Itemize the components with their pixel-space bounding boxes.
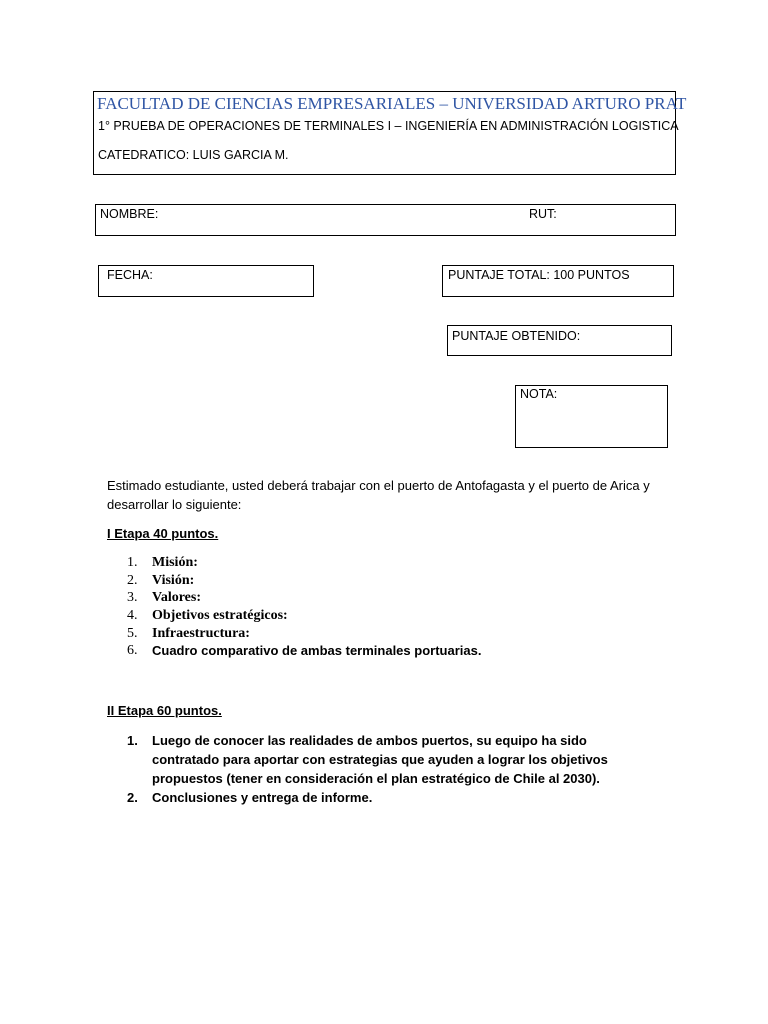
list-item: 5. Infraestructura: [127, 625, 250, 641]
rut-label: RUT: [529, 207, 557, 221]
header-box [93, 91, 687, 175]
list-item: 1. Misión: [127, 555, 198, 570]
list-item: 3. Valores: [127, 590, 201, 606]
stage2-title: II Etapa 60 puntos. [107, 703, 222, 718]
stage2-list [127, 731, 657, 807]
grade-label: NOTA: [520, 387, 558, 401]
list-item: 4. Objetivos estratégicos: [127, 608, 288, 624]
date-label: FECHA: [107, 268, 153, 282]
intro-paragraph: Estimado estudiante, usted deberá trabajar con el puerto de Antofagasta y el puerto de Arica y desarrollar lo siguiente: [107, 478, 650, 512]
grade-field[interactable] [515, 385, 668, 448]
list-item: 2. Visión: [127, 572, 195, 588]
name-label: NOMBRE: [100, 207, 159, 221]
total-score-box [442, 265, 674, 297]
list-item: 1. Luego de conocer las realidades de ambos puertos, su equipo ha sido contratado para aportar con estrategias que ayuden a lograr los objetivos propuestos (tener en consideración el plan estratégico de Chile al 2030). [127, 733, 608, 786]
stage1-title: I Etapa 40 puntos. [107, 526, 219, 541]
name-rut-field[interactable] [95, 204, 676, 236]
list-item: 6. Cuadro comparativo de ambas terminales portuarias. [127, 643, 482, 659]
date-field[interactable] [98, 265, 314, 297]
teacher-line: CATEDRATICO: LUIS GARCIA M. [98, 148, 289, 162]
total-score-label: PUNTAJE TOTAL: 100 PUNTOS [448, 268, 630, 282]
obtained-score-label: PUNTAJE OBTENIDO: [452, 329, 581, 343]
document-title: FACULTAD DE CIENCIAS EMPRESARIALES – UNIVERSIDAD ARTURO PRAT [97, 94, 687, 113]
list-item: 2. Conclusiones y entrega de informe. [127, 790, 373, 805]
obtained-score-field[interactable] [447, 325, 672, 356]
stage1-list [127, 554, 687, 660]
exam-subtitle: 1° PRUEBA DE OPERACIONES DE TERMINALES I – INGENIERÍA EN ADMINISTRACIÓN LOGISTICA [98, 119, 679, 133]
